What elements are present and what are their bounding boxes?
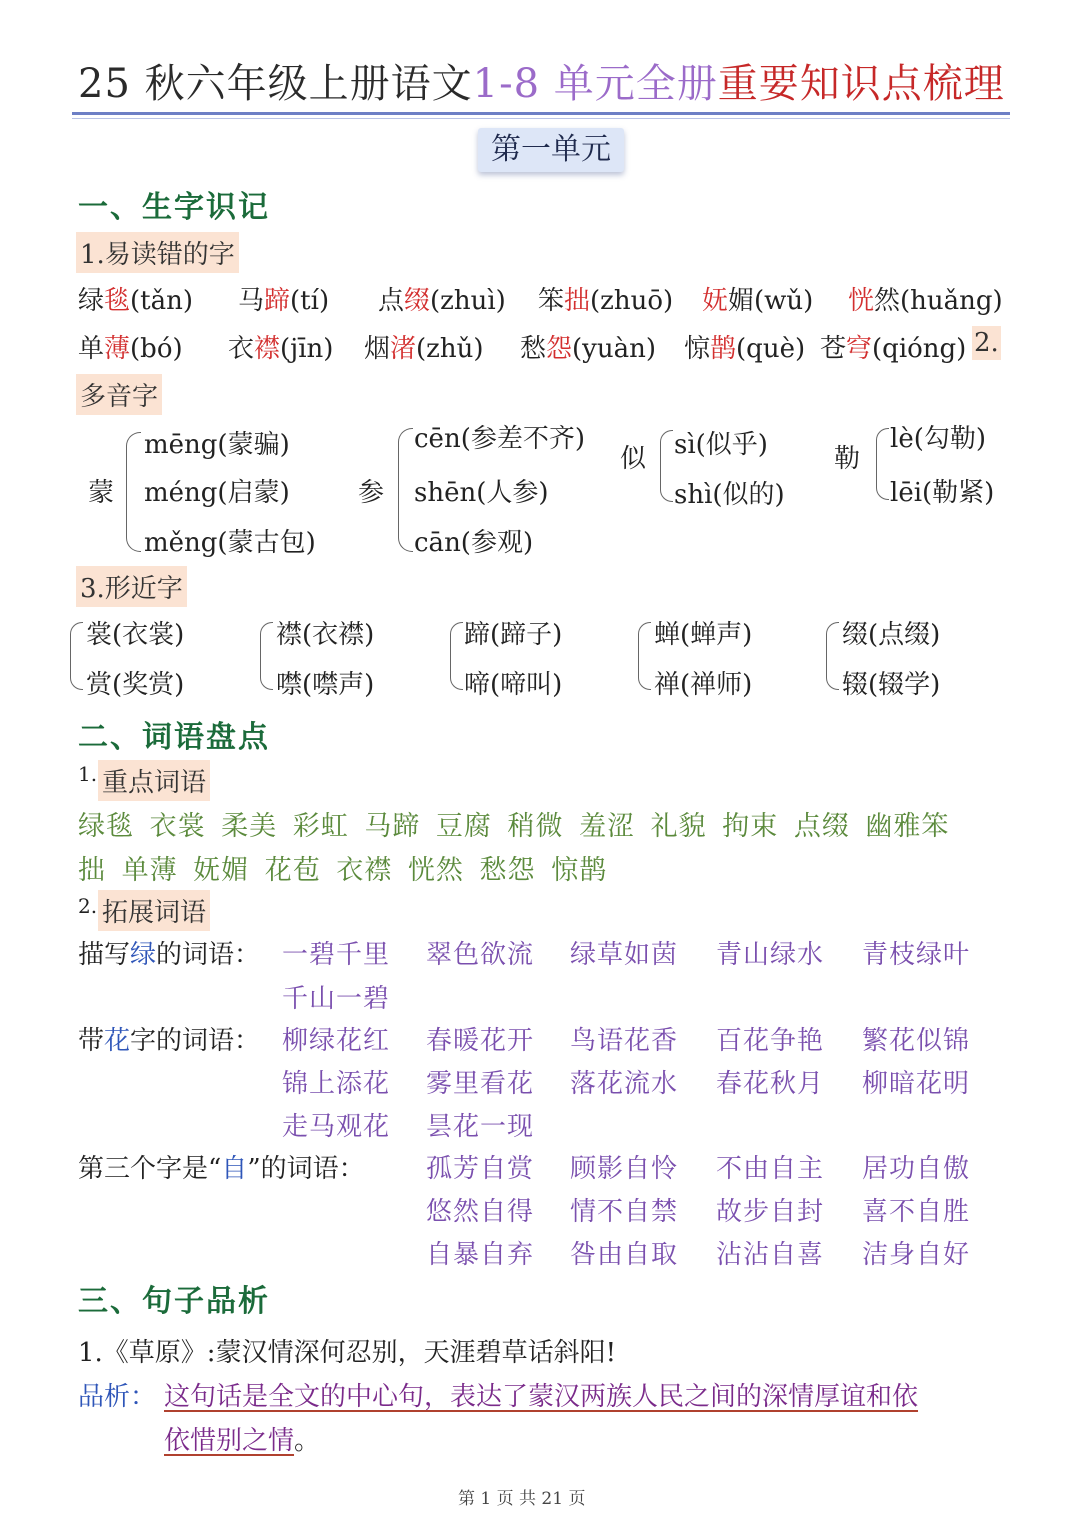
easy-item: 妩媚(wǔ) (702, 286, 814, 316)
word: 不由自主 (716, 1154, 825, 1184)
brace (398, 428, 413, 552)
brace (876, 428, 889, 500)
easy-item: 点缀(zhuì) (378, 286, 506, 316)
sentence: 1.《草原》:蒙汉情深何忍别，天涯碧草话斜阳! (78, 1338, 617, 1368)
analysis-line-2: 依惜别之情。 (164, 1426, 321, 1456)
subheading-ext-words: 拓展词语 (98, 890, 210, 931)
polyphone-char: 蒙 (88, 478, 115, 508)
reading: méng(启蒙) (144, 478, 290, 508)
easy-item: 苍穹(qióng) (820, 334, 967, 364)
word: 居功自傲 (862, 1154, 971, 1184)
word: 故步自封 (716, 1197, 825, 1227)
word: 柳绿花红 (282, 1026, 391, 1056)
zi-words-label: 第三个字是“自”的词语： (78, 1154, 365, 1184)
similar-item: 襟(衣襟) (276, 620, 375, 650)
reading: cēn(参差不齐) (414, 424, 585, 454)
word: 昙花一现 (426, 1112, 535, 1142)
brace (826, 622, 839, 690)
green-words-label: 描写绿的词语： (78, 940, 261, 970)
similar-item: 裳(衣裳) (86, 620, 185, 650)
analysis-line-1: 这句话是全文的中心句，表达了蒙汉两族人民之间的深情厚谊和依 (164, 1382, 919, 1412)
page-title (78, 52, 1005, 109)
similar-item: 缀(点缀) (842, 620, 941, 650)
subheading-polyphone-num: 2. (974, 328, 999, 358)
reading: shēn(人参) (414, 478, 549, 508)
reading: lè(勾勒) (890, 424, 986, 454)
page-footer: 第 1 页 共 21 页 (458, 1489, 586, 1509)
word: 落花流水 (570, 1069, 679, 1099)
word: 悠然自得 (426, 1197, 535, 1227)
polyphone-char: 参 (358, 478, 385, 508)
brace (638, 622, 651, 690)
similar-item: 啼(啼叫) (464, 670, 563, 700)
easy-item: 烟渚(zhǔ) (364, 334, 484, 364)
word: 繁花似锦 (862, 1026, 971, 1056)
title-part3: 重要知识点梳理 (717, 61, 1005, 107)
reading: měng(蒙古包) (144, 528, 316, 558)
key-words-line-1: 绿毯 衣裳 柔美 彩虹 马蹄 豆腐 稍微 羞涩 礼貌 拘束 点缀 幽雅笨 (78, 811, 950, 842)
subheading-key-words: 重点词语 (98, 760, 210, 801)
section-heading-1: 一、生字识记 (78, 190, 270, 225)
reading: sì(似乎) (674, 430, 768, 460)
easy-item: 恍然(huǎng) (848, 286, 1003, 316)
easy-item: 单薄(bó) (78, 334, 183, 364)
brace (450, 622, 463, 690)
easy-item: 惊鹊(què) (684, 334, 806, 364)
word: 翠色欲流 (426, 940, 535, 970)
brace (126, 432, 141, 552)
title-underline-thin (72, 118, 1010, 119)
reading: lēi(勒紧) (890, 478, 995, 508)
vocab2-number: 2. (78, 894, 98, 918)
section-heading-2: 二、词语盘点 (78, 720, 270, 755)
flower-words-label: 带花字的词语： (78, 1026, 261, 1056)
easy-item: 衣襟(jīn) (228, 334, 334, 364)
similar-item: 蝉(蝉声) (654, 620, 753, 650)
title-underline (72, 112, 1010, 115)
word: 鸟语花香 (570, 1026, 679, 1056)
word: 绿草如茵 (570, 940, 679, 970)
similar-item: 噤(噤声) (276, 670, 375, 700)
word: 柳暗花明 (862, 1069, 971, 1099)
word: 雾里看花 (426, 1069, 535, 1099)
title-part2: 1-8 单元全册 (472, 61, 718, 107)
polyphone-char: 似 (620, 444, 647, 474)
title-part1: 25 秋六年级上册语文 (78, 61, 473, 107)
easy-item: 绿毯(tǎn) (78, 286, 194, 316)
analysis-label: 品析： (78, 1382, 157, 1412)
word: 青山绿水 (716, 940, 825, 970)
similar-item: 蹄(蹄子) (464, 620, 563, 650)
word: 情不自禁 (570, 1197, 679, 1227)
word: 走马观花 (282, 1112, 391, 1142)
section-heading-3: 三、句子品析 (78, 1284, 270, 1319)
word: 锦上添花 (282, 1069, 391, 1099)
word: 沾沾自喜 (716, 1240, 825, 1270)
reading: mēng(蒙骗) (144, 430, 290, 460)
reading: cān(参观) (414, 528, 534, 558)
word: 喜不自胜 (862, 1197, 971, 1227)
unit-heading: 第一单元 (478, 128, 624, 172)
easy-item: 笨拙(zhuō) (538, 286, 674, 316)
subheading-similar: 3.形近字 (76, 566, 187, 607)
polyphone-char: 勒 (834, 444, 861, 474)
key-words-line-2: 拙 单薄 妩媚 花苞 衣襟 恍然 愁怨 惊鹊 (78, 855, 608, 886)
word: 顾影自怜 (570, 1154, 679, 1184)
subheading-polyphone: 多音字 (76, 374, 162, 415)
word: 春花秋月 (716, 1069, 825, 1099)
word: 百花争艳 (716, 1026, 825, 1056)
word: 洁身自好 (862, 1240, 971, 1270)
brace (70, 622, 83, 690)
word: 千山一碧 (282, 984, 391, 1014)
word: 一碧千里 (282, 940, 391, 970)
similar-item: 赏(奖赏) (86, 670, 185, 700)
word: 青枝绿叶 (862, 940, 971, 970)
word: 自暴自弃 (426, 1240, 535, 1270)
easy-item: 马蹄(tí) (238, 286, 330, 316)
brace (660, 430, 673, 502)
word: 春暖花开 (426, 1026, 535, 1056)
brace (260, 622, 273, 690)
reading: shì(似的) (674, 480, 785, 510)
easy-item: 愁怨(yuàn) (520, 334, 656, 364)
subheading-easy-chars: 1.易读错的字 (76, 232, 239, 273)
similar-item: 禅(禅师) (654, 670, 753, 700)
similar-item: 辍(辍学) (842, 670, 941, 700)
word: 咎由自取 (570, 1240, 679, 1270)
word: 孤芳自赏 (426, 1154, 535, 1184)
vocab1-number: 1. (78, 762, 98, 786)
